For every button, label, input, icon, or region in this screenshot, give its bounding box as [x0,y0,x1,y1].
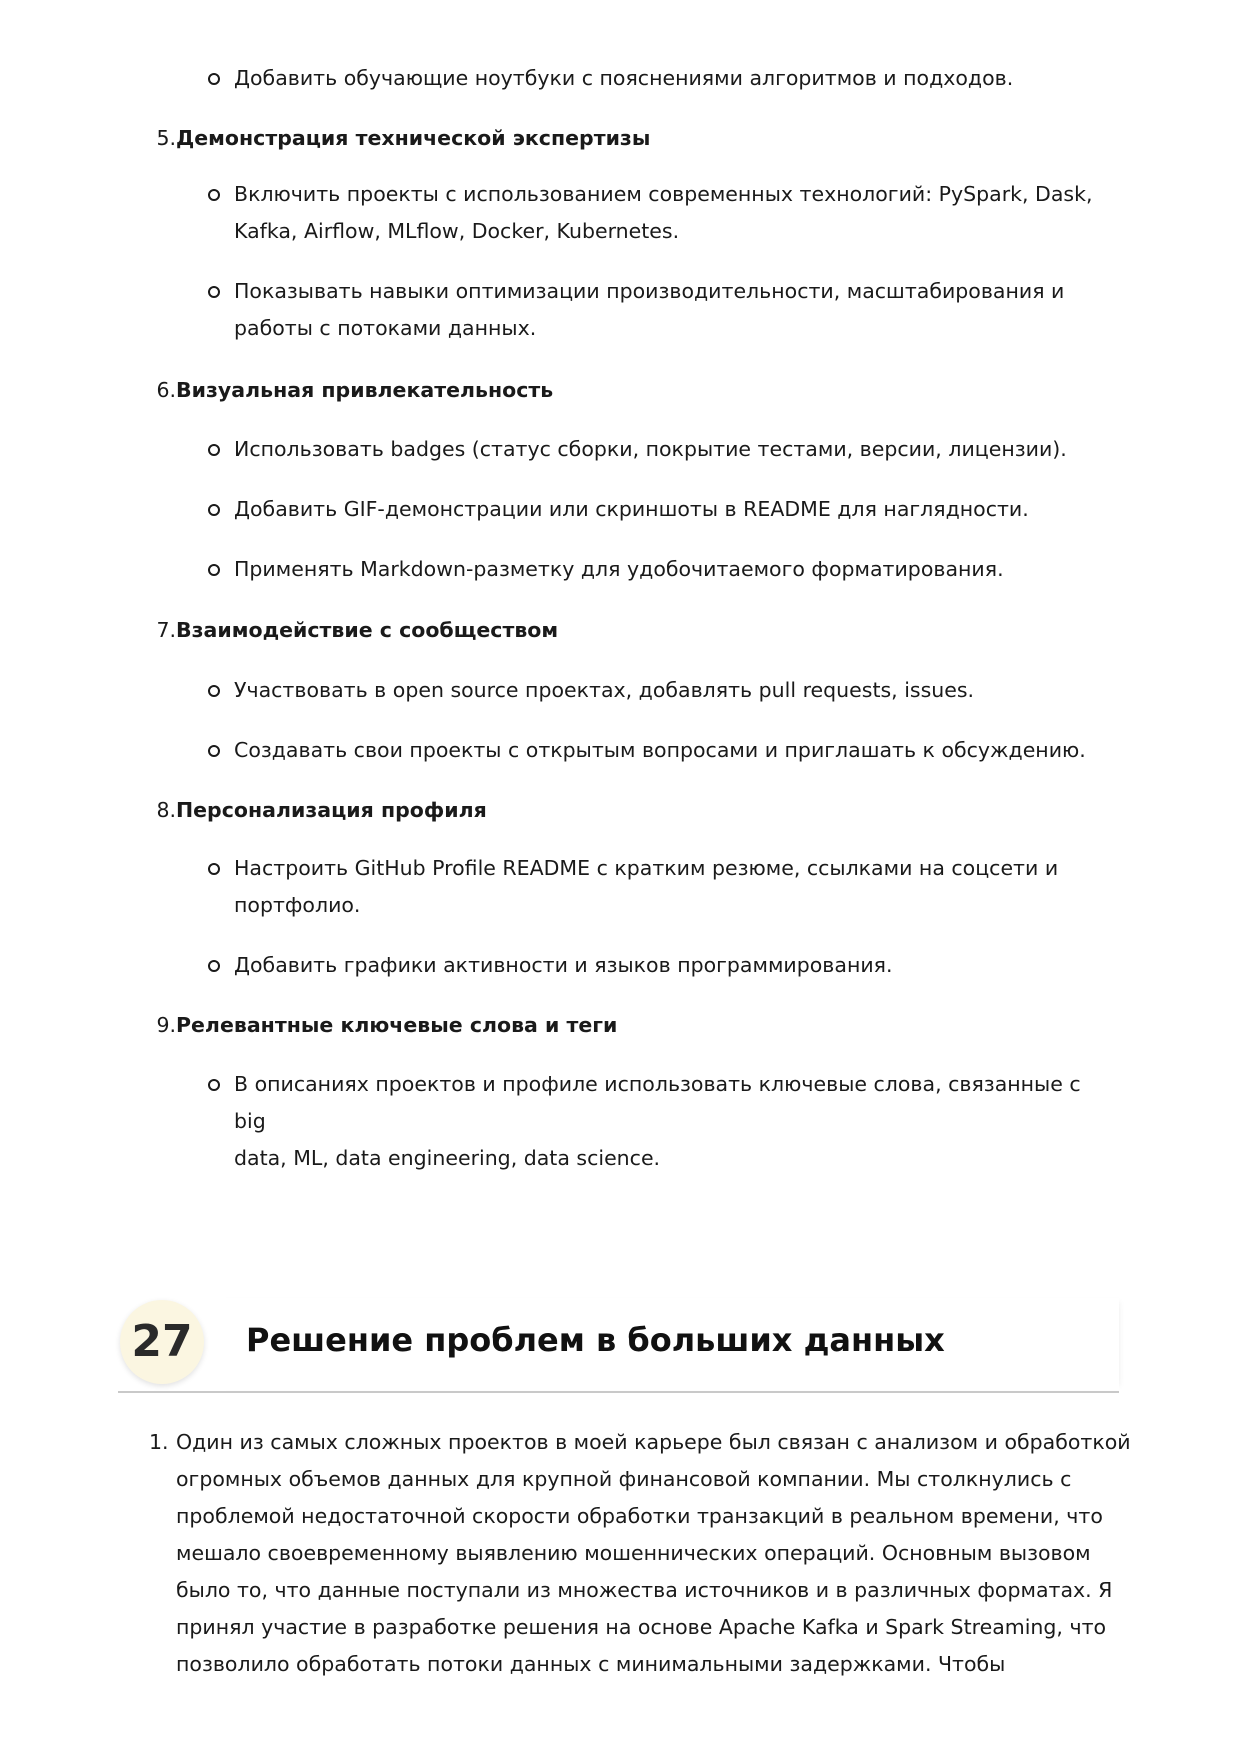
section-header [118,1298,1119,1395]
hollow-circle-bullet-icon [208,286,220,298]
hollow-circle-bullet-icon [208,189,220,201]
item-heading: Релевантные ключевые слова и теги [176,1013,618,1037]
list-bullet [234,850,1114,924]
item-number: 6. [156,378,176,402]
section-number-badge: 27 [120,1300,204,1384]
list-bullet [234,672,1114,709]
bullet-text-line: работы с потоками данных. [234,316,537,340]
list-bullet [234,273,1114,347]
bullet-text: Создавать свои проекты с открытым вопросами и приглашать к обсуждению. [234,738,1086,762]
paragraph-line: огромных объемов данных для крупной финансовой компании. Мы столкнулись с [176,1467,1072,1491]
section-divider [118,1391,1119,1393]
item-number: 9. [156,1013,176,1037]
list-bullet [234,491,1114,528]
paragraph-line: проблемой недостаточной скорости обработки транзакций в реальном времени, что [176,1504,1103,1528]
list-bullet [234,551,1114,588]
bullet-text-line: В описаниях проектов и профиле использовать ключевые слова, связанные с big [234,1072,1081,1133]
list-bullet [234,176,1114,250]
hollow-circle-bullet-icon [208,504,220,516]
paragraph-line: было то, что данные поступали из множества источников и в различных форматах. Я [176,1578,1113,1602]
item-heading: Демонстрация технической экспертизы [176,126,651,150]
hollow-circle-bullet-icon [208,685,220,697]
item-number: 7. [156,618,176,642]
bullet-text-line: data, ML, data engineering, data science. [234,1146,661,1170]
list-bullet [234,60,1114,97]
paragraph-line: позволило обработать потоки данных с минимальными задержками. Чтобы [176,1652,1006,1676]
bullet-text: Добавить графики активности и языков программирования. [234,953,893,977]
bullet-text-line: Kafka, Airflow, MLflow, Docker, Kubernetes. [234,219,680,243]
item-heading: Визуальная привлекательность [176,378,554,402]
bullet-text: Использовать badges (статус сборки, покрытие тестами, версии, лицензии). [234,437,1067,461]
paragraph-line: принял участие в разработке решения на основе Apache Kafka и Spark Streaming, что [176,1615,1107,1639]
hollow-circle-bullet-icon [208,863,220,875]
list-bullet [234,1066,1114,1177]
bullet-text-line: Включить проекты с использованием современных технологий: PySpark, Dask, [234,182,1093,206]
list-bullet [234,732,1114,769]
paragraph-number: 1. [149,1430,169,1454]
bullet-text: Участвовать в open source проектах, добавлять pull requests, issues. [234,678,975,702]
item-number: 5. [156,126,176,150]
bullet-text: Применять Markdown-разметку для удобочитаемого форматирования. [234,557,1004,581]
item-heading: Взаимодействие с сообществом [176,618,559,642]
bullet-text: Добавить обучающие ноутбуки с пояснениями алгоритмов и подходов. [234,66,1014,90]
hollow-circle-bullet-icon [208,564,220,576]
paragraph-line: мешало своевременному выявлению мошеннических операций. Основным вызовом [176,1541,1091,1565]
hollow-circle-bullet-icon [208,745,220,757]
answer-paragraph [149,1424,1131,1683]
list-bullet [234,431,1114,468]
paragraph-line: Один из самых сложных проектов в моей карьере был связан с анализом и обработкой [176,1430,1131,1454]
section-title: Решение проблем в больших данных [246,1321,945,1359]
hollow-circle-bullet-icon [208,444,220,456]
hollow-circle-bullet-icon [208,960,220,972]
bullet-text-line: портфолио. [234,893,361,917]
bullet-text-line: Показывать навыки оптимизации производительности, масштабирования и [234,279,1065,303]
hollow-circle-bullet-icon [208,1079,220,1091]
hollow-circle-bullet-icon [208,73,220,85]
item-heading: Персонализация профиля [176,798,487,822]
bullet-text-line: Настроить GitHub Profile README с кратким резюме, ссылками на соцсети и [234,856,1059,880]
bullet-text: Добавить GIF-демонстрации или скриншоты в README для наглядности. [234,497,1029,521]
item-number: 8. [156,798,176,822]
list-bullet [234,947,1114,984]
